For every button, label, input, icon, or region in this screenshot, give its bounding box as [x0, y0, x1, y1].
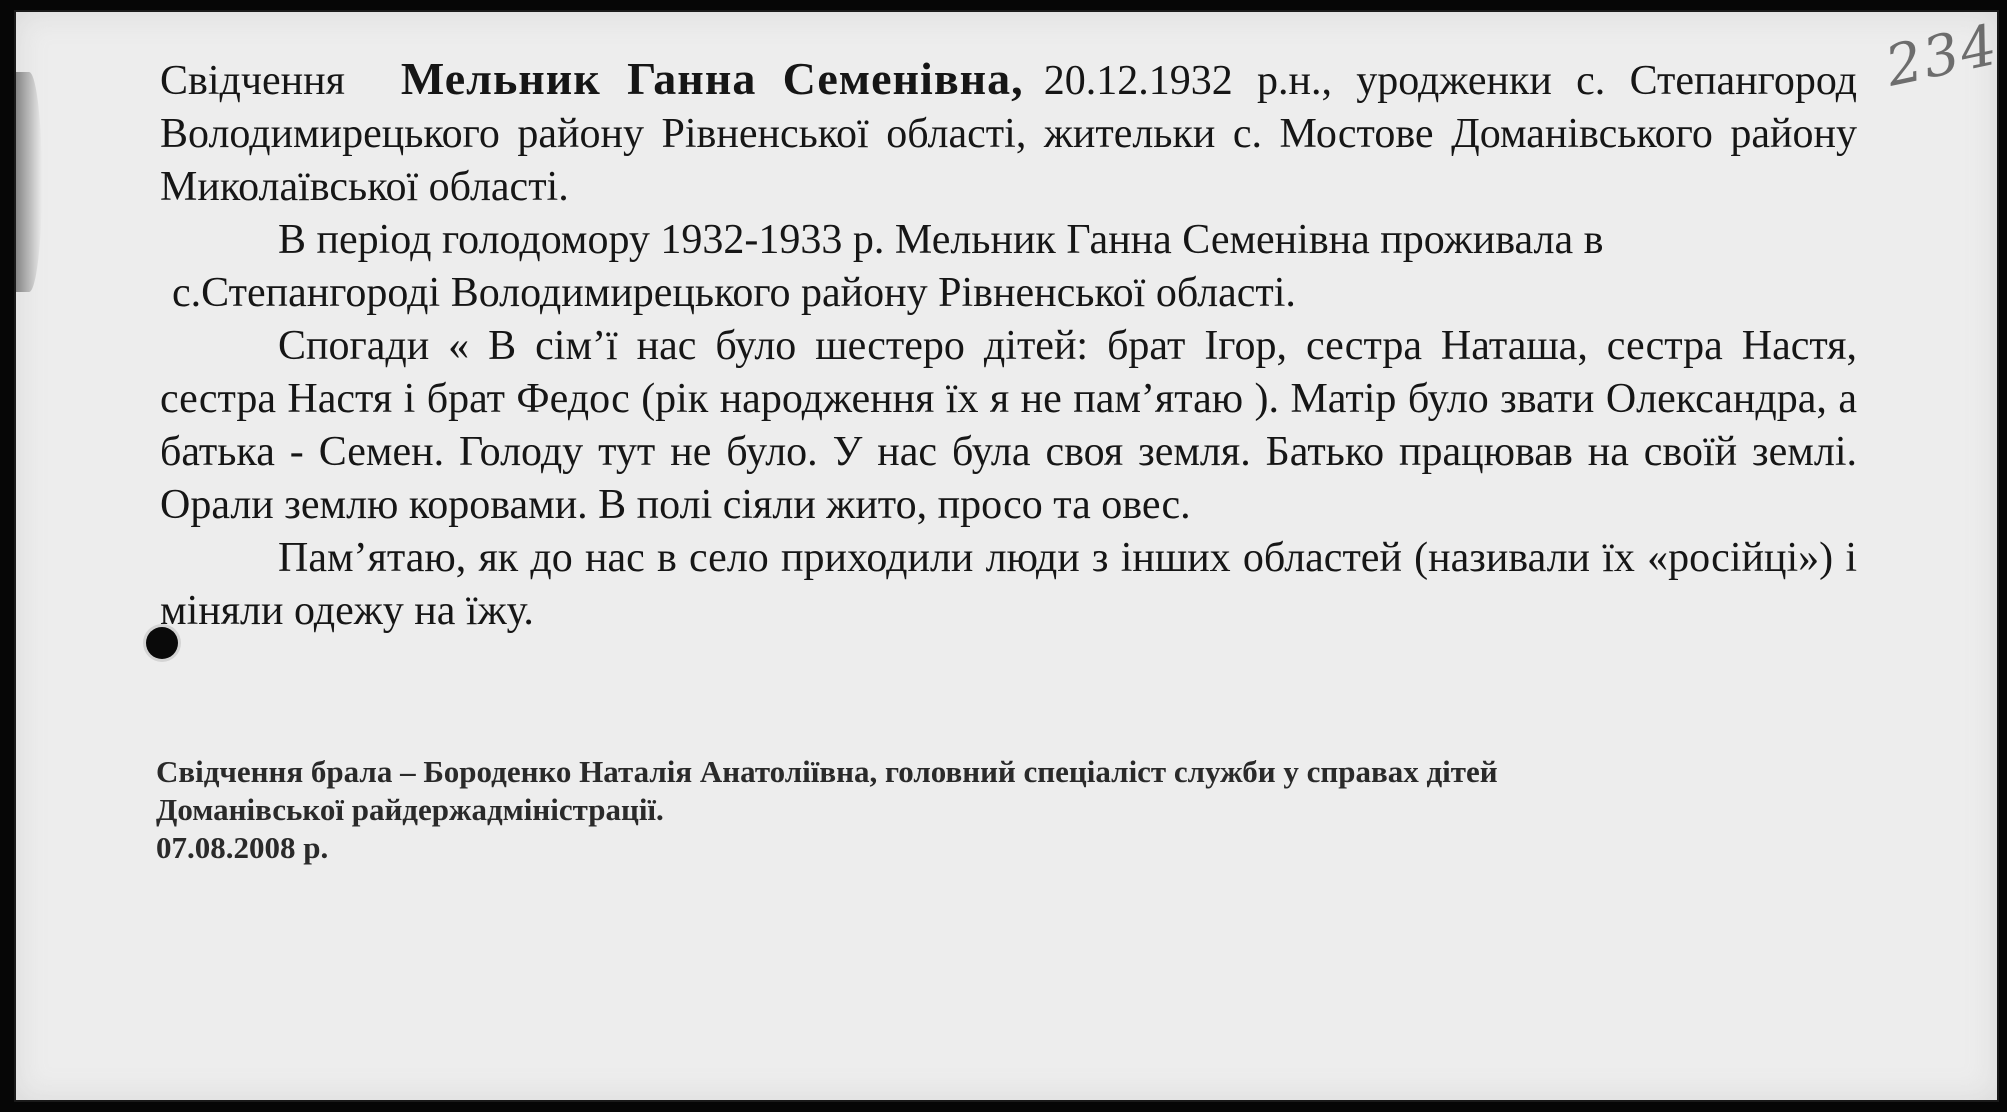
record-date: 07.08.2008 р. — [156, 830, 329, 865]
recorder-line-1: Свідчення брала – Бороденко Наталія Анатоліївна, головний спеціаліст служби у справах дітей — [156, 754, 1498, 789]
testimony-heading — [160, 52, 1857, 214]
testimony-body — [160, 52, 1857, 638]
paragraph-exchange: Пам’ятаю, як до нас в село приходили люди з інших областей (називали їх «російці») і міняли одежу на їжу. — [160, 535, 1857, 634]
paragraph-residence-place: с.Степангороді Володимирецького району Рівненської області. — [172, 270, 1296, 316]
handwritten-page-number: 234 — [1880, 12, 2005, 100]
witness-details: 20.12.1932 р.н., уродженки с. Степангород Володимирецького району Рівненської області, жительки с. Мостове Доманівського району Миколаївської області. — [160, 58, 1857, 210]
recorder-line-2: Доманівської райдержадміністрації. — [156, 792, 664, 827]
recorder-footer — [156, 753, 1776, 867]
paragraph-memories: Спогади « В сім’ї нас було шестеро дітей: брат Ігор, сестра Наташа, сестра Настя, сестра Настя і брат Федос (рік народження їх я не пам’ятаю ). Матір було звати Олександра, а батька - Семен. Голоду тут не було. У нас була своя земля. Батько працював на своїй землі. Орали землю коровами. В полі сіяли жито, просо та овес. — [160, 323, 1857, 528]
torn-edge-shadow — [16, 72, 42, 292]
testimony-label: Свідчення — [160, 58, 345, 104]
witness-name: Мельник Ганна Семенівна, — [400, 53, 1024, 104]
paragraph-residence: В період голодомору 1932-1933 р. Мельник Ганна Семенівна проживала в — [278, 217, 1604, 263]
